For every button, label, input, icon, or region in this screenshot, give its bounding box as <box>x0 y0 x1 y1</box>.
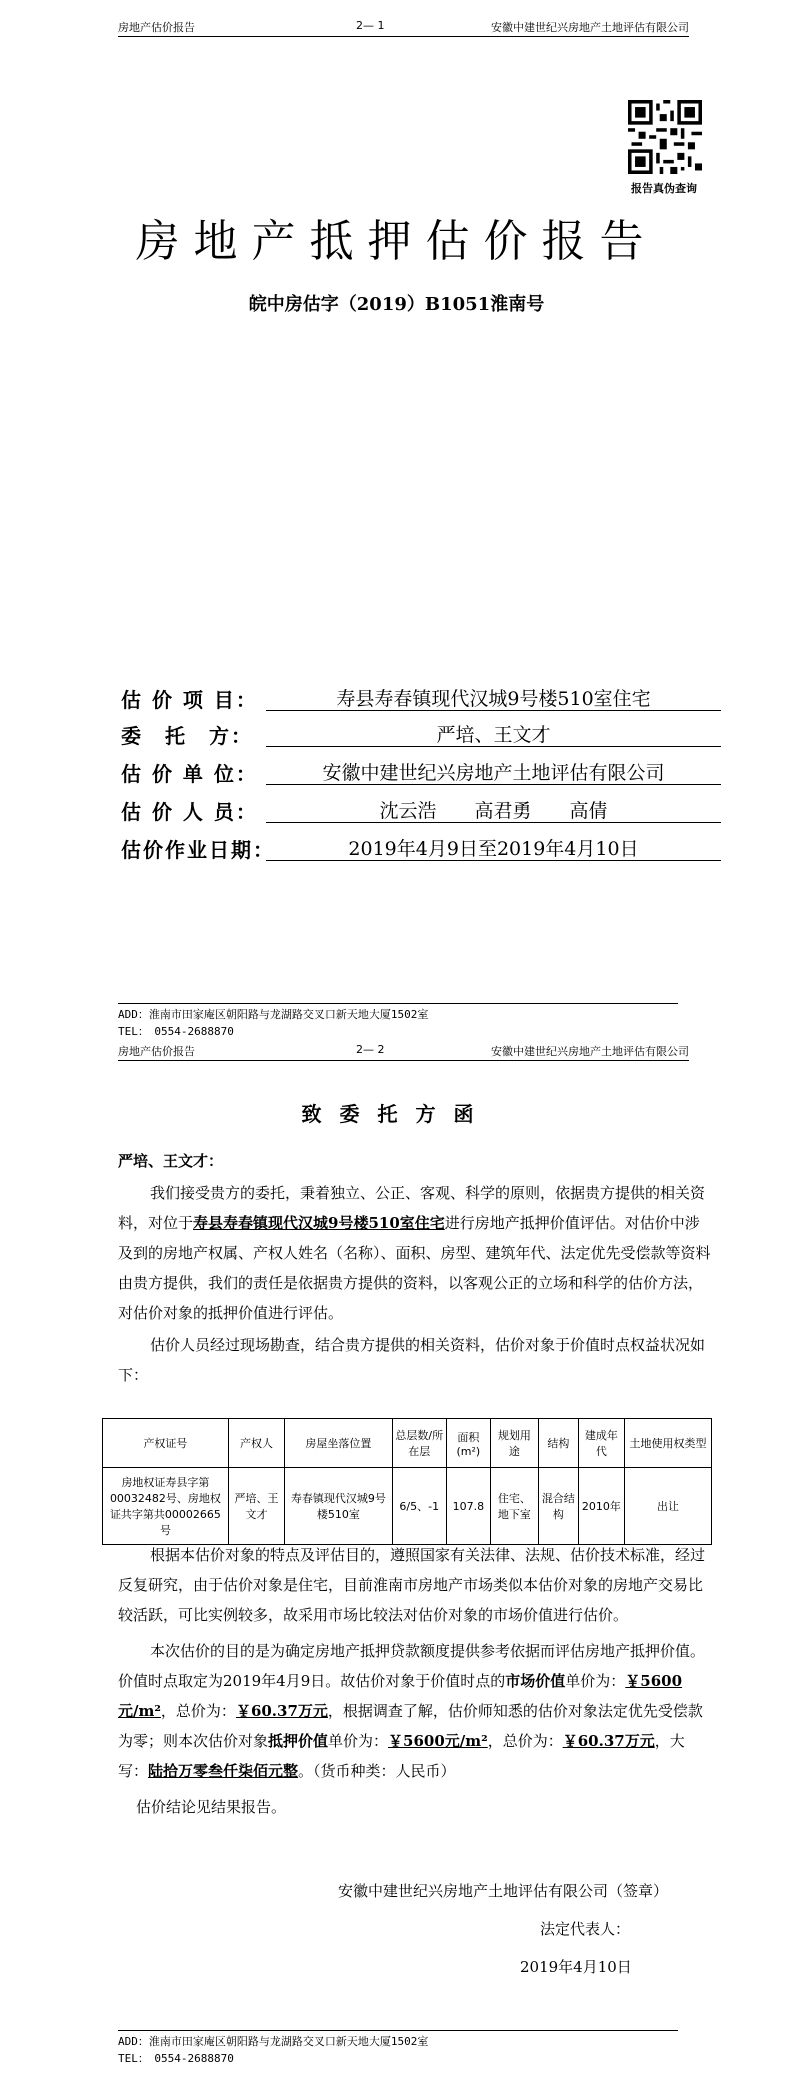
field-label: 估 价 项 目： <box>121 688 258 712</box>
footer-address: ADD：淮南市田家庵区朝阳路与龙湖路交叉口新天地大厦1502室 <box>118 1008 429 1021</box>
header-company: 安徽中建世纪兴房地产土地评估有限公司 <box>491 21 689 34</box>
market-total-price: ￥60.37万元 <box>235 1702 328 1720</box>
p4-text-e: ，总价为： <box>160 1702 236 1720</box>
header-company: 安徽中建世纪兴房地产土地评估有限公司 <box>491 1045 689 1058</box>
table-header: 总层数/所在层 <box>392 1419 446 1468</box>
letter-paragraph-3 <box>118 1540 712 1630</box>
field-work-dates <box>121 830 721 862</box>
table-header: 规划用途 <box>490 1419 538 1468</box>
table-header-row <box>103 1419 712 1468</box>
salutation-text: 严培、王文才： <box>118 1152 224 1170</box>
table-header: 面积(m²) <box>446 1419 490 1468</box>
table-header: 土地使用权类型 <box>624 1419 711 1468</box>
page-footer <box>118 2030 678 2067</box>
letter-paragraph-1 <box>118 1178 712 1328</box>
field-value: 严培、王文才 <box>266 720 721 747</box>
header-left: 房地产估价报告 <box>118 21 195 34</box>
table-cell: 107.8 <box>446 1468 490 1545</box>
property-address: 寿县寿春镇现代汉城9号楼510室住宅 <box>193 1214 445 1232</box>
signature-company: 安徽中建世纪兴房地产土地评估有限公司（签章） <box>338 1882 669 1900</box>
report-title: 房地产抵押估价报告 <box>135 216 658 267</box>
market-unit-price: ￥5600元/m² <box>118 1672 683 1720</box>
field-project <box>121 680 721 712</box>
field-value: 寿县寿春镇现代汉城9号楼510室住宅 <box>266 684 721 711</box>
field-appraisers <box>121 792 721 824</box>
letter-paragraph-4 <box>118 1636 712 1786</box>
footer-phone: TEL： 0554-2688870 <box>118 1025 234 1038</box>
page-header <box>118 16 689 37</box>
letter-paragraph-5 <box>118 1792 712 1822</box>
field-value: 沈云浩 高君勇 高倩 <box>266 796 721 823</box>
page-footer <box>118 1003 678 1040</box>
qr-caption: 报告真伪查询 <box>631 182 697 195</box>
p2-text: 估价人员经过现场勘查，结合贵方提供的相关资料，估价对象于价值时点权益状况如下： <box>118 1336 706 1384</box>
header-page-number: 2— 1 <box>356 19 385 32</box>
p1-text-a: 我们接受贵方的委托，秉着独立、公正、客观、科学的原则，依据贵方提供的相关资料，对位于 <box>118 1184 706 1232</box>
table-header: 结构 <box>538 1419 578 1468</box>
footer-phone: TEL： 0554-2688870 <box>118 2052 234 2065</box>
table-header: 产权人 <box>228 1419 284 1468</box>
qr-code-icon[interactable] <box>628 100 702 174</box>
p3-text: 根据本估价对象的特点及评估目的，遵照国家有关法律、法规、估价技术标准，经过反复研究，由于估价对象是住宅，目前淮南市房地产市场类似本估价对象的房地产交易比较活跃，可比实例较多，故采用市场比较法对估价对象的市场价值进行估价。 <box>118 1546 706 1624</box>
letter-title: 致委托方函 <box>301 1102 492 1126</box>
mortgage-unit-price: ￥5600元/m² <box>388 1732 488 1750</box>
p4-text-a: 本次估价的目的是为确定房地产抵押贷款额度提供参考依据而评估房地产抵押价值。价值时点取定为2019年4月9日。故估价对象于价值时点的 <box>118 1642 706 1690</box>
table-cell: 寿春镇现代汉城9号楼510室 <box>285 1468 392 1545</box>
header-page-number: 2— 2 <box>356 1043 385 1056</box>
field-label: 委 托 方： <box>121 724 253 748</box>
p4-text-m: ，大写： <box>118 1732 685 1780</box>
letter-paragraph-2 <box>118 1330 712 1390</box>
table-cell: 住宅、地下室 <box>490 1468 538 1545</box>
field-client <box>121 716 721 748</box>
footer-divider <box>118 1003 678 1004</box>
amount-in-words: 陆拾万零叁仟柒佰元整 <box>148 1762 299 1780</box>
table-header: 房屋坐落位置 <box>285 1419 392 1468</box>
field-label: 估 价 人 员： <box>121 800 258 824</box>
page-header <box>118 1040 689 1061</box>
table-header: 产权证号 <box>103 1419 229 1468</box>
p4-text-i: 单价为： <box>328 1732 389 1750</box>
p4-text-k: ，总价为： <box>487 1732 563 1750</box>
signature-date: 2019年4月10日 <box>520 1958 632 1976</box>
table-header: 建成年代 <box>578 1419 624 1468</box>
field-value: 2019年4月9日至2019年4月10日 <box>266 834 721 861</box>
footer-divider <box>118 2030 678 2031</box>
property-table <box>102 1418 712 1545</box>
p4-text-c: 单价为： <box>565 1672 626 1690</box>
table-cell: 2010年 <box>578 1468 624 1545</box>
p4-text-o: 。（货币种类：人民币） <box>298 1762 456 1780</box>
table-cell: 出让 <box>624 1468 711 1545</box>
p5-text: 估价结论见结果报告。 <box>136 1798 287 1816</box>
mortgage-value-label: 抵押价值 <box>268 1732 329 1750</box>
table-cell: 房地权证寿县字第00032482号、房地权证共字第共00002665号 <box>103 1468 229 1545</box>
p1-text-c: 进行房地产抵押价值评估。对估价中涉及到的房地产权属、产权人姓名（名称）、面积、房型、建筑年代、法定优先受偿款等资料由贵方提供，我们的责任是依据贵方提供的资料，以客观公正的立场和科学的估价方法，对估价对象的抵押价值进行评估。 <box>118 1214 711 1322</box>
field-label: 估 价 单 位： <box>121 762 258 786</box>
footer-address: ADD：淮南市田家庵区朝阳路与龙湖路交叉口新天地大厦1502室 <box>118 2035 429 2048</box>
table-cell: 严培、王文才 <box>228 1468 284 1545</box>
salutation <box>118 1146 712 1176</box>
field-label: 估价作业日期： <box>121 838 275 862</box>
table-cell: 混合结构 <box>538 1468 578 1545</box>
document-number: 皖中房估字（2019）B1051淮南号 <box>248 294 545 315</box>
field-appraiser-company <box>121 754 721 786</box>
p4-text-g: ，根据调查了解，估价师知悉的估价对象法定优先受偿款为零；则本次估价对象 <box>118 1702 703 1750</box>
market-value-label: 市场价值 <box>505 1672 566 1690</box>
signature-representative: 法定代表人： <box>540 1920 631 1938</box>
table-cell: 6/5、-1 <box>392 1468 446 1545</box>
field-value: 安徽中建世纪兴房地产土地评估有限公司 <box>266 758 721 785</box>
mortgage-total-price: ￥60.37万元 <box>562 1732 655 1750</box>
table-row <box>103 1468 712 1545</box>
header-left: 房地产估价报告 <box>118 1045 195 1058</box>
